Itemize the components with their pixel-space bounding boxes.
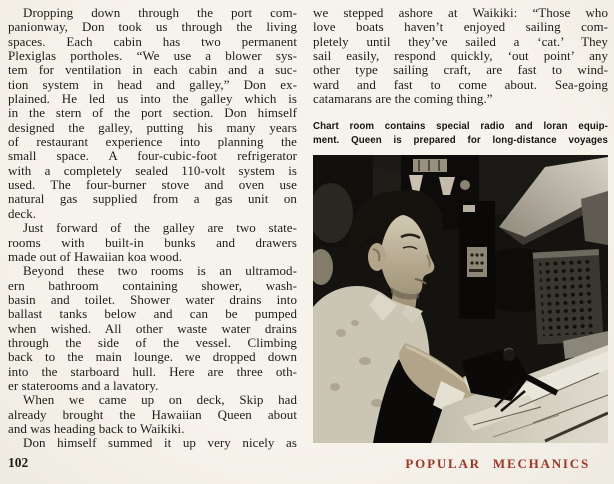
text-line: of restaurant experience into planning the [8,134,297,150]
text-line: already brought the Hawaiian Queen about [8,406,297,422]
text-line: natural gas supplied from a gas unit on [8,191,297,207]
text-line: other type sailing craft, are fast to wind- [313,62,608,78]
text-line: Plexiglas portholes. “We use a blower sys- [8,48,297,64]
left-text-column [8,6,297,451]
text-line: in the stern of the port section. Don himself [8,105,297,121]
caption-line: ment. Queen is prepared for long-distance voyages [313,134,608,146]
text-line: Just forward of the galley are two state- [23,220,297,236]
text-line: spaces. Each cabin has two permanent [8,33,297,49]
caption-line: Chart room contains special radio and loran equip- [313,121,608,132]
text-line: into the starboard hull. Here are three oth- [8,363,297,379]
text-line: ern bathroom containing shower, wash- [8,277,297,293]
text-line: catamarans are the coming thing.” [313,91,493,107]
magazine-title: POPULAR MECHANICS [405,456,590,471]
text-line: back to the main lounge. we dropped down [8,349,297,365]
text-line: rooms with built-in bunks and drawers [8,234,297,250]
text-line: When we came up on deck, Skip had [23,392,297,408]
text-line: tion system in head and galley,” Don ex- [8,76,297,92]
chart-room-photo [313,155,608,443]
text-line: ballast tanks below and can be pumped [8,306,297,322]
text-line: used. The four-burner stove and oven use [8,177,297,193]
text-line: we stepped ashore at Waikiki: “Those who [313,5,608,20]
text-line: ward and fast to come about. Sea-going [313,76,608,92]
radio-grille-unit [533,249,604,344]
photo-caption [313,120,608,147]
text-line: through the side of the vessel. Climbing [8,334,297,350]
text-line: with a completely sealed 110-volt system is [8,162,297,178]
text-line: made out of Hawaiian koa wood. [8,248,183,264]
text-line: Dropping down through the port com- [23,5,297,20]
text-line: basin and toilet. Shower water drains into [8,291,297,307]
text-line: Don himself summed it up very nicely as [23,435,297,451]
chart-room-photo-illustration [313,155,608,443]
text-line: small space. A four-cubic-foot refrigerator [8,148,297,164]
text-line: love boats haven’t enjoyed sailing com- [313,19,608,35]
right-text-column [313,6,608,106]
text-line: tem for ventilation in each cabin and a suc- [8,62,297,78]
ear [368,243,386,271]
text-line: er staterooms and a lavatory. [8,377,159,393]
page-number: 102 [8,455,29,470]
text-line: deck. [8,205,37,221]
text-line: designed the galley, putting his many years [8,119,297,135]
text-line: sail easily, respond quickly, ‘out point’ any [313,48,608,64]
text-line: Beyond these two rooms is an ultramod- [23,263,297,279]
text-line: and was heading back to Waikiki. [8,420,185,436]
text-line: when wished. All other waste water drains [8,320,297,336]
text-line: pletely until they’ve sailed a ‘cat.’ They [313,33,608,49]
text-line: panionway, Don took us through the living [8,19,297,35]
text-line: plained. He led us into the galley which is [8,91,297,107]
